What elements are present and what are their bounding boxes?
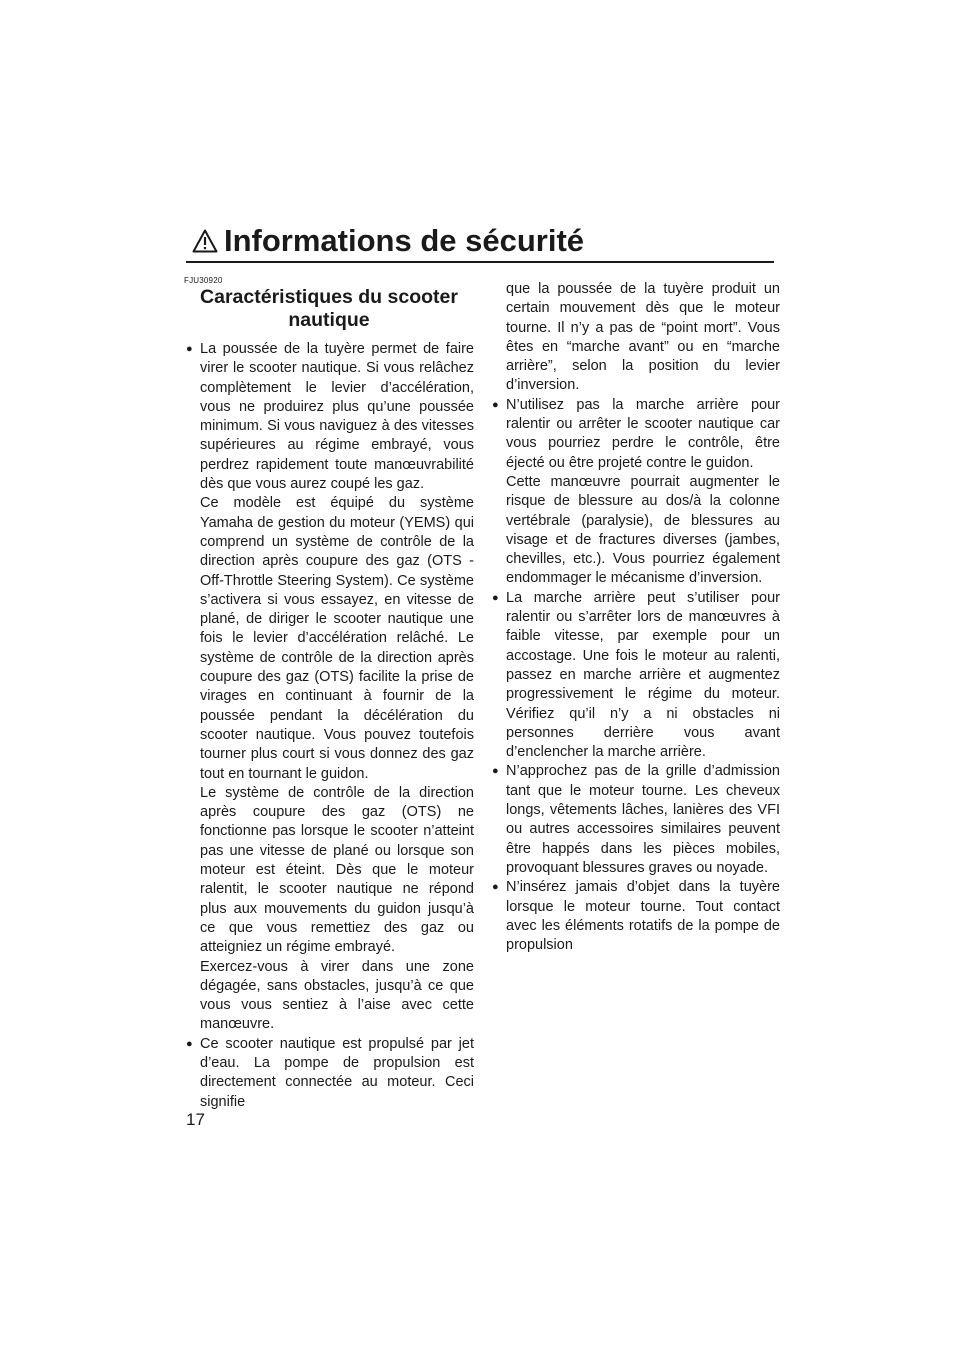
paragraph: La marche arrière peut s’utiliser pour ralentir ou s’arrêter lors de manœuvres à faible vitesse, par exemple pour un accostage. Une fois le moteur au ralenti, passez en marche arrière et augmentez progressivement le régime du moteur. Vérifiez qu’il n’y a ni obstacles ni personnes derrière vous avant d’enclencher la marche arrière.	[506, 589, 780, 761]
bullet-icon: ●	[186, 1037, 193, 1050]
paragraph: que la poussée de la tuyère produit un certain mouvement dès que le moteur tourne. Il n’y a pas de “point mort”. Vous êtes en “marche avant” ou en “marche arrière”, selon la position du levier d’inversion.	[506, 281, 780, 394]
paragraph: Ce scooter nautique est propulsé par jet d’eau. La pompe de propulsion est directement connectée au moteur. Ceci signifie	[200, 1035, 474, 1110]
right-column	[490, 280, 780, 955]
header-title: Informations de sécurité	[224, 223, 585, 258]
bullet-item-continued	[490, 280, 780, 396]
bullet-item	[490, 396, 780, 589]
paragraph: Le système de contrôle de la direction après coupure des gaz (OTS) ne fonctionne pas lorsque le scooter n’atteint pas une vitesse de plané ou lorsque son moteur est éteint. Dès que le moteur ralentit, le scooter nautique ne répond plus aux mouvements du guidon jusqu’à ce que vous remettiez des gaz ou atteigniez un régime embrayé.	[200, 784, 474, 956]
section-title-line2: nautique	[288, 309, 370, 331]
page-header	[186, 223, 774, 259]
header-divider	[186, 261, 774, 263]
left-column	[184, 276, 474, 1112]
bullet-item	[490, 878, 780, 955]
warning-triangle-icon	[192, 229, 218, 253]
section-title	[184, 286, 474, 332]
bullet-item	[184, 1035, 474, 1112]
paragraph: Ce modèle est équipé du système Yamaha de gestion du moteur (YEMS) qui comprend un système de contrôle de la direction après coupure des gaz (OTS - Off-Throttle Steering System). Ce système s’activera si vous essayez, en vitesse de plané, de diriger le scooter nautique une fois le levier d’accélération relâché. Le système de contrôle de la direction après coupure des gaz (OTS) facilite la prise de virages en continuant à fournir de la poussée pendant la décélération du scooter nautique. Vous pouvez toutefois tourner plus court si vous donnez des gaz tout en tournant le guidon.	[200, 495, 474, 782]
bullet-item	[490, 762, 780, 878]
paragraph: La poussée de la tuyère permet de faire virer le scooter nautique. Si vous relâchez complètement le levier d’accélération, vous ne produirez plus qu’une poussée minimum. Si vous naviguez à des vitesses supérieures au régime embrayé, vous perdrez rapidement toute manœuvrabilité dès que vous aurez coupé les gaz.	[200, 341, 474, 493]
section-code: FJU30920	[184, 276, 223, 285]
paragraph: N’insérez jamais d’objet dans la tuyère lorsque le moteur tourne. Tout contact avec les éléments rotatifs de la pompe de propulsion	[506, 879, 780, 954]
bullet-icon: ●	[492, 765, 499, 778]
paragraph: N’approchez pas de la grille d’admission tant que le moteur tourne. Les cheveux longs, vêtements lâches, lanières des VFI ou autres accessoires similaires peuvent être happés dans les pièces mobiles, provoquant blessures graves ou noyade.	[506, 763, 780, 876]
page-number: 17	[186, 1110, 205, 1129]
bullet-icon: ●	[492, 398, 499, 411]
section-title-line1: Caractéristiques du scooter	[200, 286, 458, 308]
paragraph: N’utilisez pas la marche arrière pour ralentir ou arrêter le scooter nautique car vous pourriez perdre le contrôle, être éjecté ou être projeté contre le guidon.	[506, 396, 780, 471]
bullet-icon: ●	[492, 591, 499, 604]
bullet-icon: ●	[186, 343, 193, 355]
bullet-item	[184, 340, 474, 1035]
bullet-icon: ●	[492, 881, 499, 894]
bullet-item	[490, 589, 780, 763]
paragraph: Cette manœuvre pourrait augmenter le risque de blessure au dos/à la colonne vertébrale (paralysie), de blessures au visage et de fractures diverses (jambes, chevilles, etc.). Vous pourriez également endommager le mécanisme d’inversion.	[506, 473, 780, 587]
paragraph: Exercez-vous à virer dans une zone dégagée, sans obstacles, jusqu’à ce que vous vous sentiez à l’aise avec cette manœuvre.	[200, 958, 474, 1033]
